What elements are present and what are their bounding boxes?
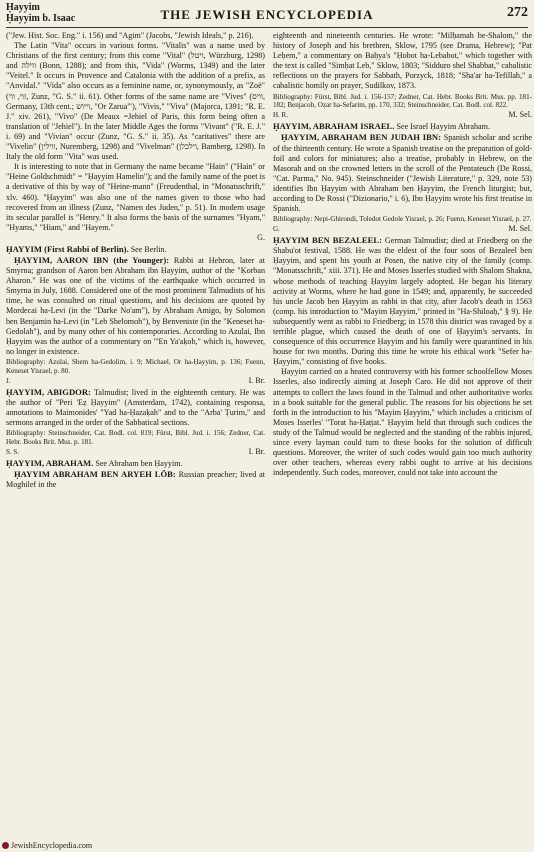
author-initials: M. Sel. — [508, 110, 532, 120]
entry-hayyim-abigdor — [6, 387, 265, 428]
author-initials: M. Sel. — [508, 224, 532, 234]
author-signature — [6, 447, 265, 457]
running-head-last: Ḥayyim b. Isaac — [6, 13, 76, 24]
page-title: THE JEWISH ENCYCLOPEDIA — [160, 7, 374, 22]
paragraph: eighteenth and nineteenth centuries. He wrote: "Milḥamah be-Shalom," the history of Joseph and his brethren, Sklow, 1795 (see Drama, Hebrew); "Pat Leḥem," a commentary on Baḥya's "Ḥobot ha-Lebabot," which together with the text is called "Simḥat Leb," Sklow, 1803; "Sidduro shel Shabbat," cabalistic reflections on the prayers for Sabbath, Porzyck, 1818; "Sha'ar ha-Tefillah," a cabalistic homily on prayer, Sudilkov, 1873. — [273, 31, 532, 91]
author-signature: G. — [257, 232, 265, 242]
entry-text: Russian preacher; lived at Moghilef in the — [6, 470, 265, 490]
contributor-initials: G. — [273, 225, 280, 234]
paragraph: Ḥayyim carried on a heated controversy with his former schoolfellow Moses Isserles, also indirectly aiming at Joseph Caro. He did not approve of their attempts to collect the laws found in the Talmud and other authoritative works in a book suitable for the general public. The reasons for his objections he set forth in the introduction to his "Mayim Ḥayyim," which includes a criticism of Moses Isserles' "Torat ha-Ḥaṭṭat." Ḥayyim held that through such codices the study of the Talmud would be neglected and the standing of the rabbis injured, since every layman could turn to these books for the solution of difficult questions. Moreover, the writer of such codes would gain too much authority over other teachers, whereas every rabbi ought to arrive at his decisions independently. Such codes, moreover, could not take into account the — [273, 367, 532, 478]
author-signature — [273, 110, 532, 120]
running-head-first: Ḥayyim — [6, 2, 40, 13]
entry-headword: ḤAYYIM, ABRAHAM BEN JUDAH IBN: — [281, 132, 441, 143]
contributor-initials: S. S. — [6, 447, 20, 456]
left-column — [6, 31, 265, 837]
entry-text: Spanish scholar and scribe of the thirteenth century. He wrote a Spanish treatise on the preparation of gold-foil and colors for miniatures; also a treatise, probably in Hebrew, on the Masorah and on the crowned letters in the scroll of the Pentateuch (De Rossi, "Cat. Parma," No. 945). Steinschneider ("Jewish Literature," p. 329, note 53) identifies Ibn Ḥayyim with Abraham ben Ḥayyim, the French liturgist; but, according to De Rossi ("Dizionario," i. 6), Ibn Ḥayyim wrote his first treatise in Spanish. — [273, 133, 532, 214]
author-signature — [6, 376, 265, 386]
entry-hayyim-abraham-israel — [273, 121, 532, 132]
author-initials: I. Br. — [248, 375, 265, 385]
entry-hayyim-abraham-judah — [273, 132, 532, 214]
contributor-initials: J. — [6, 376, 11, 385]
right-column — [273, 31, 532, 837]
logo-icon — [2, 842, 9, 849]
entry-text: See Abraham ben Ḥayyim. — [93, 458, 183, 468]
entry-text: Talmudist; lived in the eighteenth century. He was the author of "Peri 'Eẓ Ḥayyim" (Amsterdam, 1742), containing responsa, annotations to Maimonides' "Yad ha-Ḥazaḳah" and to the "Arba' Ṭurim," and sermons arranged in the order of the Sabbatical sections. — [6, 387, 265, 427]
entry-headword: ḤAYYIM ABRAHAM BEN ARYEH LÖB: — [14, 469, 176, 479]
entry-hayyim-abraham-aryeh — [6, 469, 265, 490]
bibliography: Bibliography: Fürst, Bibl. Jud. i. 156-157; Zedner, Cat. Hebr. Books Brit. Mus. pp. 181-182; Benjacob, Oẓar ha-Sefarim, pp. 170, 332; Steinschneider, Cat. Bodl. col. 822. — [273, 92, 532, 110]
site-credit[interactable] — [2, 841, 92, 851]
paragraph: It is interesting to note that in Germany the name became "Hain" ("Hain" or "Heine Goldschmidt" = "Ḥayyim Hamelin"); and the family name of the poet is a derivative of this by way of "Heine-mann" (Freudenthal, in "Monatsschrift," xlv. 460). "Ḥayyim" was also one of the names given to those who had recovered from an illness (Zunz, "Namen des Juden," p. 51). In modern usage its secular parallel is "Henry." It also forms the basis of the surnames "Hyam," "Hyams," "Hiam," and "Hayem." — [6, 162, 265, 232]
entry-text: Rabbi at Hebron, later at Smyrna; grandson of Aaron ben Abraham ibn Ḥayyim, author of the "Ḳorban Aharon." He was one of the victims of the earthquake which occurred in Smyrna in July, 1688. Considered one of the most prominent Talmudists of his time, he was consulted on ritual questions, and his decisions are quoted by Mordecai ha-Levi (in the "Darke No'am"), by Abraham Amigo, by Solomon ben Benjamin ha-Levi (in "Leb Shelomoh"), by Benveniste (in the "Keneset ha-Gedolah"), and by many other of his contemporaries. According to Azulai, Ibn Ḥayyim was the author of a commentary on "'En Ya'aḳob," which is, however, no longer in existence. — [6, 255, 265, 356]
page-header — [6, 1, 528, 28]
entry-hayyim-bezaleel — [273, 235, 532, 367]
site-name: JewishEncyclopedia.com — [11, 841, 93, 850]
entry-headword: ḤAYYIM, ABRAHAM ISRAEL. — [273, 121, 395, 132]
entry-text: German Talmudist; died at Friedberg on the Shabu'ot festival, 1588. He was the eldest of the four sons of Bezaleel ben Ḥayyim, and spent his youth at Posen, the native city of the family (comp. "Monatsschrift," xiii. 371). He and Moses Isserles studied with Shalom Shakna, whose methods of teaching Ḥayyim largely adopted. He began his literary activity at Worms, where he had gone in 1549; and, apparently, he succeeded his uncle Jacob ben Ḥayyim as rabbi in that city, after Jacob's death in 1563 (comp. his introduction to "Mayim Ḥayyim," printed in "Ha-Shiloaḥ," § 9). He subsequently went as rabbi to Friedberg; in 1578 this district was ravaged by a terrible plague, which caused the death of one of Ḥayyim's servants. In consequence of this occurrence Ḥayyim and his family were quarantined in his house for two months. During this time he wrote his ethical work "Sefer ha-Ḥayyim," consisting of five books. — [273, 236, 532, 367]
entry-hayyim-berlin — [6, 244, 265, 255]
entry-text: See Israel Ḥayyim Abraham. — [394, 122, 490, 132]
entry-headword: ḤAYYIM, ABRAHAM. — [6, 457, 94, 468]
entry-headword: ḤAYYIM BEN BEZALEEL: — [273, 235, 382, 246]
contributor-initials: H. R. — [273, 111, 288, 120]
bibliography: Bibliography: Steinschneider, Cat. Bodl. col. 819; Fürst, Bibl. Jud. i. 156; Zedner, Cat. Hebr. Books Brit. Mus. p. 181. — [6, 429, 265, 446]
entry-headword: ḤAYYIM (First Rabbi of Berlin). — [6, 243, 129, 254]
bibliography: Bibliography: Nepi-Ghirondi, Toledot Gedole Yisrael, p. 26; Fuenn, Keneset Yisrael, p. 27. — [273, 215, 532, 224]
author-initials: I. Br. — [248, 446, 265, 456]
author-signature — [273, 224, 532, 234]
entry-headword: ḤAYYIM, ABIGDOR: — [6, 386, 91, 397]
entry-hayyim-abraham — [6, 458, 265, 469]
page-number: 272 — [507, 5, 528, 20]
entry-text: See Berlin. — [128, 244, 167, 254]
entry-headword: ḤAYYIM, AARON IBN (the Younger): — [14, 254, 170, 265]
paragraph: ("Jew. Hist. Soc. Eng." i. 156) and "Agim" (Jacobs, "Jewish Ideals," p. 216). — [6, 31, 254, 40]
bibliography: Bibliography: Azulai, Shem ha-Gedolim, i. 9; Michael, Or ha-Ḥayyim, p. 136; Fuenn, Keneset Yisrael, p. 80. — [6, 357, 265, 375]
paragraph: The Latin "Vita" occurs in various forms. "Vitalis" was a name used by Christians of the first century; from this come "Vital" (ויטל, Würzburg, 1298) and ווילה (Bonn, 1288); and from this, "Vida" (Worms, 1349) and the later "Veitel." It occurs in Provence and Catalonia with the addition of a prefix, as "Anvidal." "Vida" also occurs as a feminine name, or, synonymously, as "Zoë" (זוי, ווי, Zunz, "G. S." ii. 61). Other forms of the same name are "Vives" (וויס, Germany, 13th cent.; וייוש, "Or Zarua'"), "Vivis," "Viva" (Majorca, 1391; "R. E. J." xiv. 261), "Vivo" (De Meaux =Jehiel of Paris, this form being often a translation of "Jehiel"). In the later Middle Ages the forms "Vivant" ("R. E. J." i. 69) and "Vivian" occur (Zunz, "G. S." ii. 35). As "caritatives" there are "Vivelin" (ווילין, Nuremberg, 1298) and "Vivelman" (וילכלן, Bamberg, 1298). In Italy the old form "Vita" was used. — [6, 41, 265, 162]
entry-hayyim-aaron — [6, 255, 265, 357]
